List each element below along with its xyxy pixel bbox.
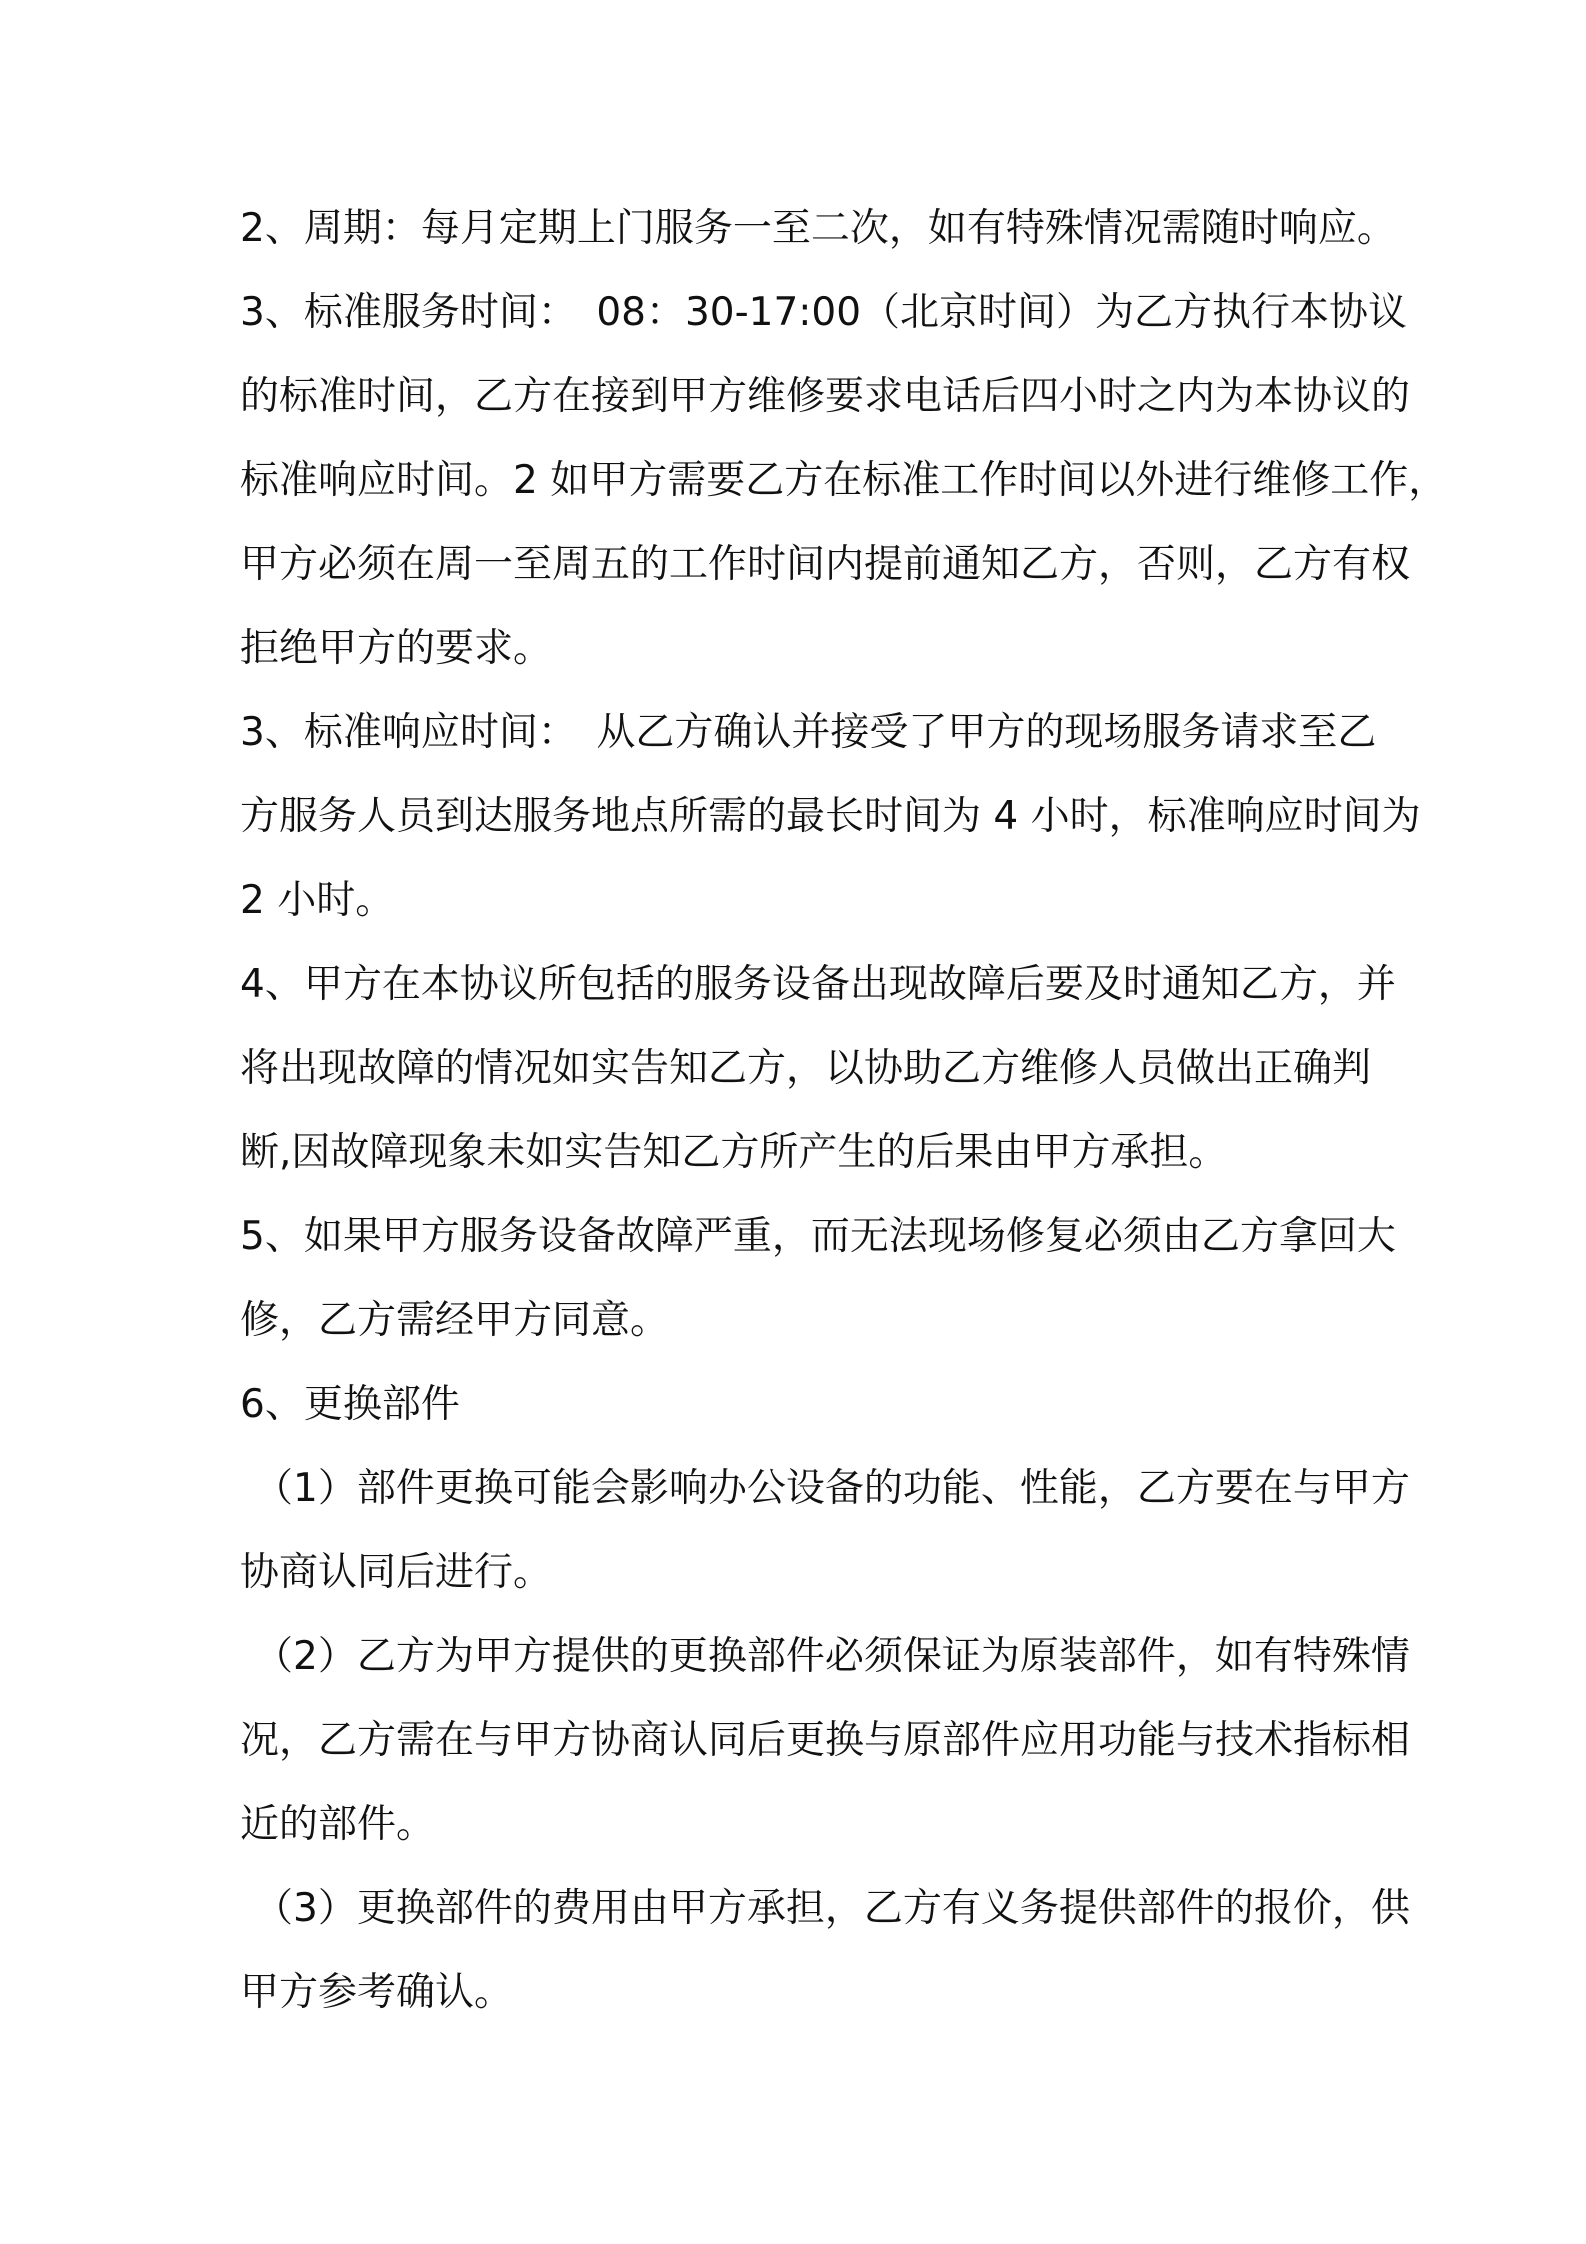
clause-3-response-time-line-1: 3、标准响应时间： 从乙方确认并接受了甲方的现场服务请求至乙 [240,710,1377,755]
clause-6-item-1-line-1: （1）部件更换可能会影响办公设备的功能、性能，乙方要在与甲方 [254,1466,1410,1511]
clause-5-line-1: 5、如果甲方服务设备故障严重，而无法现场修复必须由乙方拿回大 [240,1214,1396,1259]
clause-4-line-1: 4、甲方在本协议所包括的服务设备出现故障后要及时通知乙方，并 [240,962,1396,1007]
clause-3-service-time-line-5: 拒绝甲方的要求。 [240,626,553,671]
clause-3-response-time-line-3: 2 小时。 [240,878,395,923]
clause-6-item-3-line-1: （3）更换部件的费用由甲方承担，乙方有义务提供部件的报价，供 [254,1886,1410,1931]
clause-6-item-1-line-2: 协商认同后进行。 [240,1550,553,1595]
clause-5-line-2: 修，乙方需经甲方同意。 [240,1298,670,1343]
clause-6-item-2-line-3: 近的部件。 [240,1802,436,1847]
clause-3-response-time-line-2: 方服务人员到达服务地点所需的最长时间为 4 小时，标准响应时间为 [240,794,1421,839]
clause-6-heading: 6、更换部件 [240,1382,460,1427]
clause-3-service-time-line-1: 3、标准服务时间： 08：30-17:00（北京时间）为乙方执行本协议 [240,290,1408,335]
clause-6-item-2-line-1: （2）乙方为甲方提供的更换部件必须保证为原装部件，如有特殊情 [254,1634,1410,1679]
clause-6-item-2-line-2: 况，乙方需在与甲方协商认同后更换与原部件应用功能与技术指标相 [240,1718,1411,1763]
clause-3-service-time-line-2: 的标准时间，乙方在接到甲方维修要求电话后四小时之内为本协议的 [240,374,1411,419]
clause-3-service-time-line-4: 甲方必须在周一至周五的工作时间内提前通知乙方，否则，乙方有权 [240,542,1411,587]
clause-4-line-3: 断,因故障现象未如实告知乙方所产生的后果由甲方承担。 [240,1130,1228,1175]
clause-2-period: 2、周期：每月定期上门服务一至二次，如有特殊情况需随时响应。 [240,206,1396,251]
clause-4-line-2: 将出现故障的情况如实告知乙方，以协助乙方维修人员做出正确判 [240,1046,1372,1091]
clause-3-service-time-line-3: 标准响应时间。2 如甲方需要乙方在标准工作时间以外进行维修工作， [240,458,1448,503]
clause-6-item-3-line-2: 甲方参考确认。 [240,1970,514,2015]
